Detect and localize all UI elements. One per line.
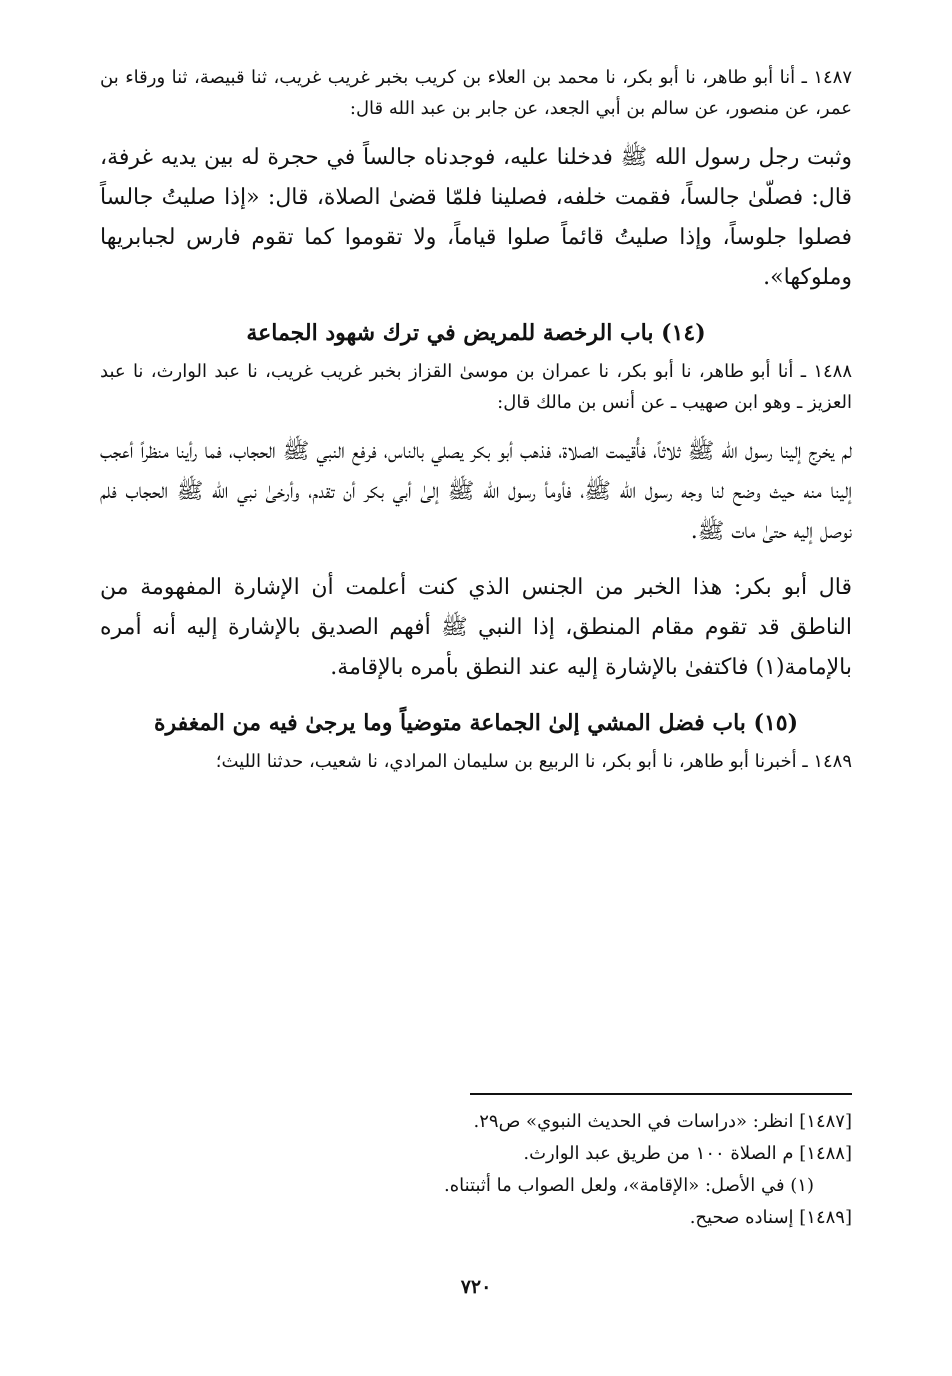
footnote-1489: [١٤٨٩] إسناده صحيح. [689,1207,852,1228]
footnote-1487: [١٤٨٧] انظر: «دراسات في الحديث النبوي» ص٢٩. [473,1111,852,1132]
hadith-1488-matn: لم يخرج إلينا رسول الله ﷺ ثلاثاً، فأُقيمت الصلاة، فذهب أبو بكر يصلي بالناس، فرفع النبي ﷺ الحجاب، فما رأينا منظراً أعجب إلينا منه حيث وضح لنا وجه رسول الله ﷺ، فأومأ رسول الله ﷺ إلىٰ أبي بكر أن تقدم، وأرخىٰ نبي الله ﷺ الحجاب فلم نوصل إليه حتىٰ مات ﷺ. [100,439,852,544]
hadith-1488-commentary: قال أبو بكر: هذا الخبر من الجنس الذي كنت أعلمت أن الإشارة المفهومة من الناطق قد تقوم مقام المنطق، إذا النبي ﷺ أفهم الصديق بالإشارة إليه أنه أمره بالإمامة(١) فاكتفىٰ بالإشارة إليه عند النطق بأمره بالإقامة. [100,575,852,680]
hadith-1487-isnad: ١٤٨٧ ـ أنا أبو طاهر، نا أبو بكر، نا محمد بن العلاء بن كريب بخبر غريب غريب، ثنا قبيصة، ثنا ورقاء بن عمر، عن منصور، عن سالم بن أبي الجعد، عن جابر بن عبد الله قال: [100,67,852,119]
page-body [100,62,852,791]
footnotes [100,1106,852,1234]
chapter-14-title: (١٤) باب الرخصة للمريض في ترك شهود الجماعة [246,320,706,346]
chapter-15-title: (١٥) باب فضل المشي إلىٰ الجماعة متوضياً وما يرجىٰ فيه من المغفرة [153,710,799,736]
page-number: ٧٢٠ [460,1276,492,1298]
hadith-1488-isnad: ١٤٨٨ ـ أنا أبو طاهر، نا أبو بكر، نا عمران بن موسىٰ القزاز بخبر غريب غريب، نا عبد الوارث، نا عبد العزيز ـ وهو ابن صهيب ـ عن أنس بن مالك قال: [100,361,852,413]
footnote-1: (١) في الأصل: «الإقامة»، ولعل الصواب ما أثبتناه. [443,1175,814,1196]
footnote-divider [470,1093,852,1095]
hadith-1487-matn: وثبت رجل رسول الله ﷺ فدخلنا عليه، فوجدناه جالساً في حجرة له بين يديه غرفة، قال: فصلّىٰ جالساً، فقمت خلفه، فصلينا فلمّا قضىٰ الصلاة، قال: «إذا صليتُ جالساً فصلوا جلوساً، وإذا صليتُ قائماً صلوا قياماً، ولا تقوموا كما تقوم فارس لجبابريها وملوكها». [100,145,852,290]
footnote-1488: [١٤٨٨] م الصلاة ١٠٠ من طريق عبد الوارث. [523,1143,852,1164]
hadith-1489-isnad: ١٤٨٩ ـ أخبرنا أبو طاهر، نا أبو بكر، نا الربيع بن سليمان المرادي، نا شعيب، حدثنا الليث؛ [215,751,852,772]
